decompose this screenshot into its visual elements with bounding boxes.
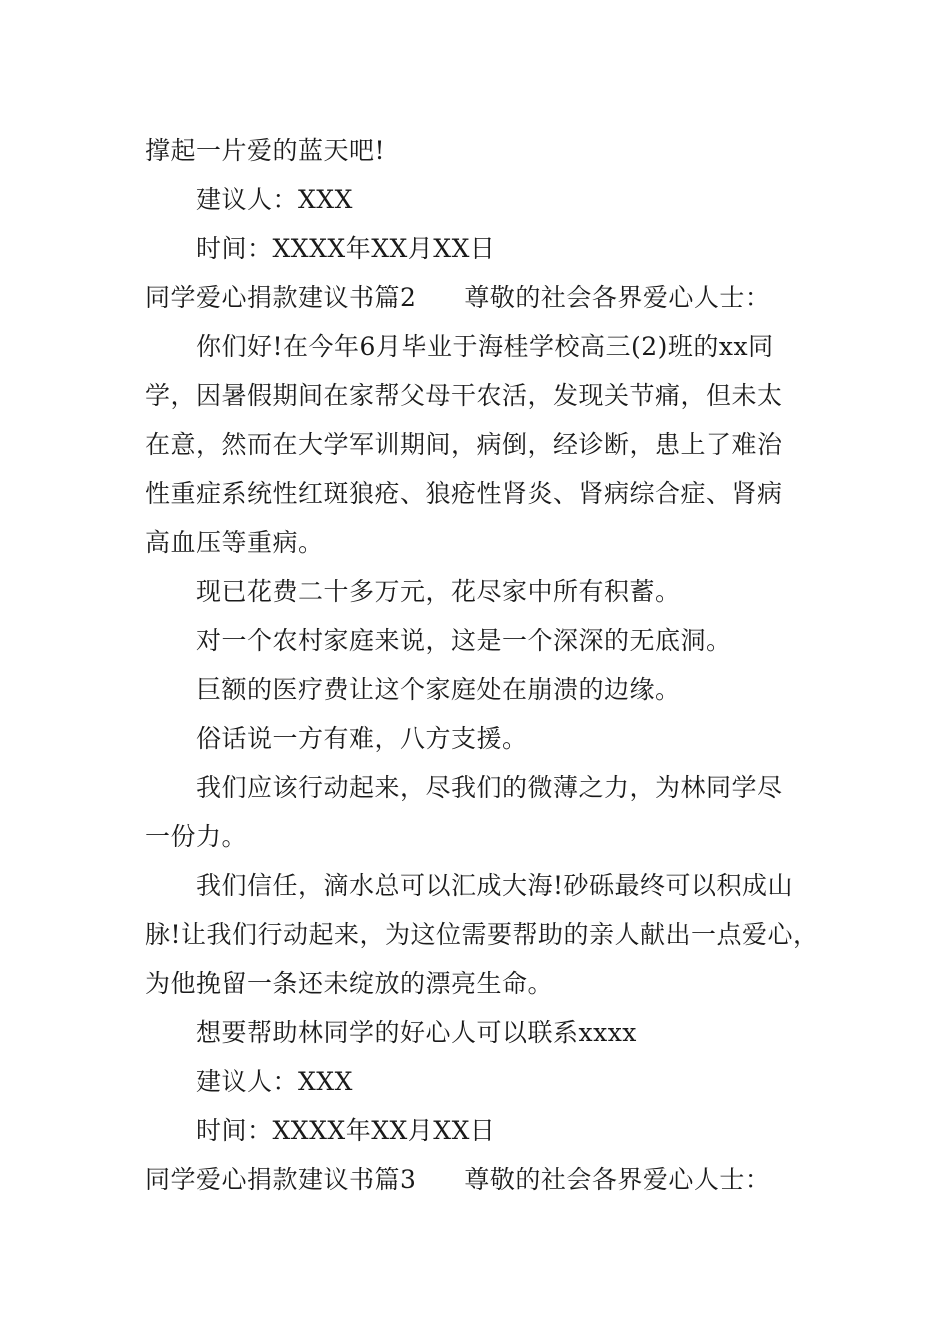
paragraph-line: 在意，然而在大学军训期间，病倒，经诊断，患上了难治 xyxy=(145,430,783,459)
paragraph xyxy=(145,861,835,1008)
paragraph xyxy=(145,322,835,567)
paragraph-line: 撑起一片爱的蓝天吧! xyxy=(145,136,386,165)
document-page xyxy=(145,126,835,1204)
paragraph-line: 我们信任，滴水总可以汇成大海!砂砾最终可以积成山 xyxy=(196,871,794,900)
proposer-line: 建议人：XXX xyxy=(196,1067,353,1096)
section-heading: 同学爱心捐款建议书篇2 xyxy=(145,283,417,312)
paragraph-line: 学，因暑假期间在家帮父母干农活，发现关节痛，但未太 xyxy=(145,381,783,410)
paragraph xyxy=(145,763,835,861)
paragraph-line: 一份力。 xyxy=(145,822,248,851)
paragraph-line: 高血压等重病。 xyxy=(145,528,324,557)
paragraph-line: 现已花费二十多万元，花尽家中所有积蓄。 xyxy=(196,577,681,606)
paragraph-line: 为他挽留一条还未绽放的漂亮生命。 xyxy=(145,969,554,998)
paragraph-line: 你们好!在今年6月毕业于海桂学校高三(2)班的xx同 xyxy=(196,332,774,361)
paragraph-line: 俗话说一方有难，八方支援。 xyxy=(196,724,528,753)
salutation: 尊敬的社会各界爱心人士： xyxy=(464,283,771,312)
section-heading-row xyxy=(145,1155,835,1204)
paragraph-line: 脉!让我们行动起来，为这位需要帮助的亲人献出一点爱心， xyxy=(145,920,819,949)
section-heading: 同学爱心捐款建议书篇3 xyxy=(145,1165,417,1194)
proposer-line: 建议人：XXX xyxy=(196,185,353,214)
paragraph-line: 巨额的医疗费让这个家庭处在崩溃的边缘。 xyxy=(196,675,681,704)
contact-line: 想要帮助林同学的好心人可以联系xxxx xyxy=(196,1018,637,1047)
salutation: 尊敬的社会各界爱心人士： xyxy=(464,1165,771,1194)
paragraph-line: 我们应该行动起来，尽我们的微薄之力，为林同学尽 xyxy=(196,773,783,802)
date-line: 时间：XXXX年XX月XX日 xyxy=(196,1116,496,1145)
paragraph-line: 对一个农村家庭来说，这是一个深深的无底洞。 xyxy=(196,626,732,655)
paragraph-line: 性重症系统性红斑狼疮、狼疮性肾炎、肾病综合症、肾病 xyxy=(145,479,783,508)
date-line: 时间：XXXX年XX月XX日 xyxy=(196,234,496,263)
section-heading-row xyxy=(145,273,835,322)
